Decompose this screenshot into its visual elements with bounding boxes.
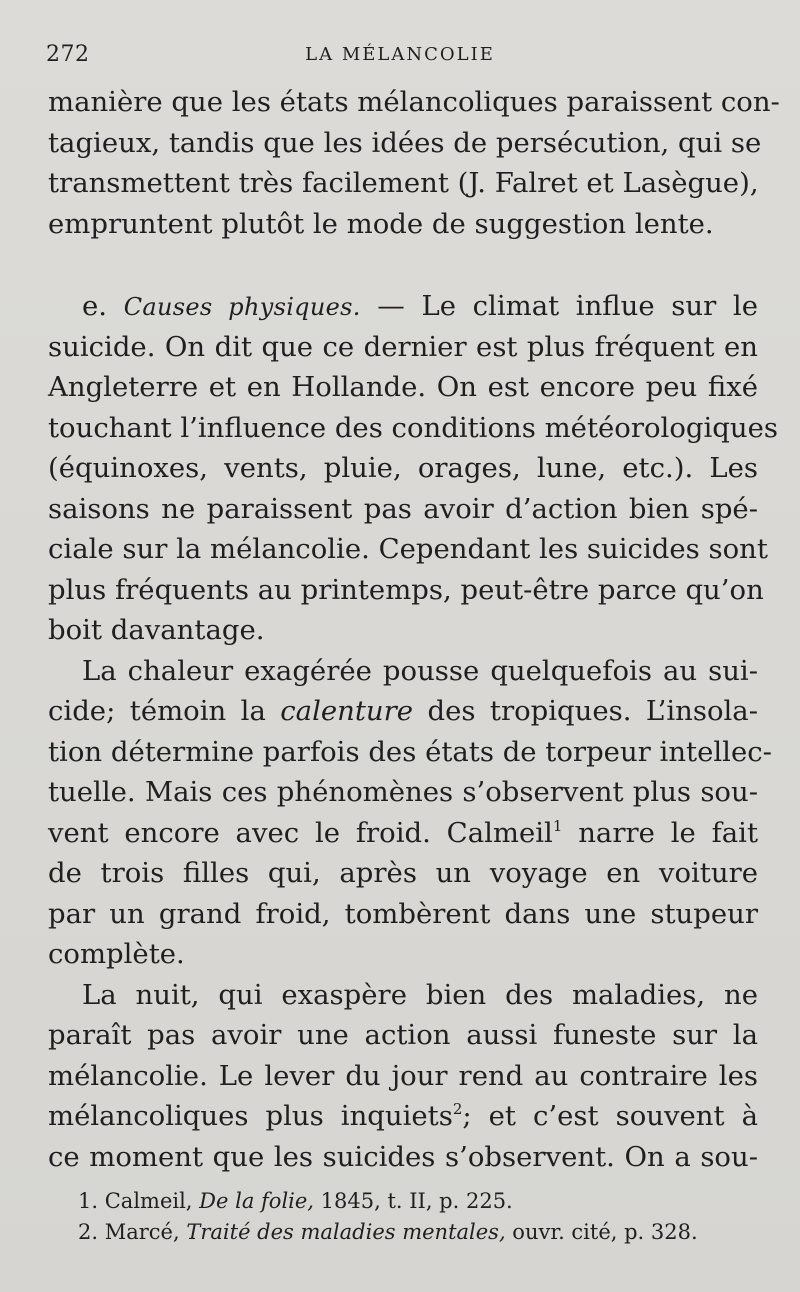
text-fragment: 1845, t. II, p. 225. — [313, 1189, 513, 1213]
text-line — [48, 691, 758, 732]
footnotes — [78, 1186, 760, 1248]
text-line — [48, 813, 758, 854]
running-title: LA MÉLANCOLIE — [305, 44, 495, 65]
text-line: complète. — [48, 938, 185, 970]
section-heading-line — [48, 286, 758, 327]
text-line: suicide. On dit que ce dernier est plus fréquent en — [48, 330, 758, 363]
text-fragment: narre le fait — [562, 816, 758, 849]
text-line: saisons ne paraissent pas avoir d’action bien spé- — [48, 492, 758, 525]
text-fragment: des tropiques. L’insola- — [413, 695, 758, 727]
text-fragment: Marcé, — [104, 1220, 187, 1244]
text-fragment: — Le climat influe sur le — [360, 290, 758, 322]
footnote-title: De la folie, — [199, 1189, 314, 1213]
footnote-title: Traité des maladies mentales, — [186, 1220, 506, 1244]
section-label: e. — [82, 290, 108, 322]
footnote — [78, 1186, 760, 1217]
footnote — [78, 1217, 760, 1248]
text-line: transmettent très facilement (J. Falret et Lasègue), — [48, 167, 759, 199]
text-line — [48, 1096, 758, 1137]
text-line: La chaleur exagérée pousse quelquefois au sui- — [82, 654, 758, 687]
text-line: manière que les états mélancoliques paraissent con- — [48, 86, 780, 118]
footnote-number: 1. — [78, 1189, 99, 1213]
page-number: 272 — [46, 42, 90, 67]
text-line: mélancolie. Le lever du jour rend au contraire les — [48, 1059, 758, 1092]
footnote-ref: 1 — [552, 816, 563, 835]
text-fragment: ; et c’est souvent à — [462, 1100, 758, 1132]
footnote-number: 2. — [78, 1220, 99, 1244]
text-line: Angleterre et en Hollande. On est encore peu fixé — [48, 371, 758, 403]
text-line: boit davantage. — [48, 614, 265, 646]
text-fragment: vent encore avec le froid. Calmeil — [48, 816, 553, 849]
text-line: de trois filles qui, après un voyage en voiture — [48, 857, 758, 889]
body-text — [48, 82, 780, 1177]
text-line: empruntent plutôt le mode de suggestion lente. — [48, 207, 714, 240]
section-heading: Causes physiques. — [123, 293, 361, 321]
text-line: plus fréquents au printemps, peut-être parce qu’on — [48, 573, 764, 606]
text-line: paraît pas avoir une action aussi funeste sur la — [48, 1019, 758, 1051]
text-line: tion détermine parfois des états de torpeur intellec- — [48, 735, 772, 768]
text-fragment: mélancoliques plus inquiets — [48, 1100, 453, 1132]
text-fragment: Calmeil, — [104, 1189, 200, 1213]
text-fragment: ouvr. cité, p. 328. — [505, 1220, 698, 1244]
text-line: ce moment que les suicides s’observent. On a sou- — [48, 1140, 758, 1173]
text-line: ciale sur la mélancolie. Cependant les suicides sont — [48, 533, 768, 565]
text-line: touchant l’influence des conditions météorologiques — [48, 411, 778, 444]
footnote-ref: 2 — [452, 1100, 463, 1118]
text-line: (équinoxes, vents, pluie, orages, lune, etc.). Les — [48, 452, 758, 484]
italic-term: calenture — [280, 695, 414, 727]
text-line: par un grand froid, tombèrent dans une stupeur — [48, 897, 758, 930]
text-fragment: cide; témoin la — [48, 695, 281, 727]
text-line: tuelle. Mais ces phénomènes s’observent plus sou- — [48, 776, 758, 808]
text-line: La nuit, qui exaspère bien des maladies, ne — [82, 978, 758, 1011]
text-line: tagieux, tandis que les idées de persécution, qui se — [48, 126, 762, 159]
